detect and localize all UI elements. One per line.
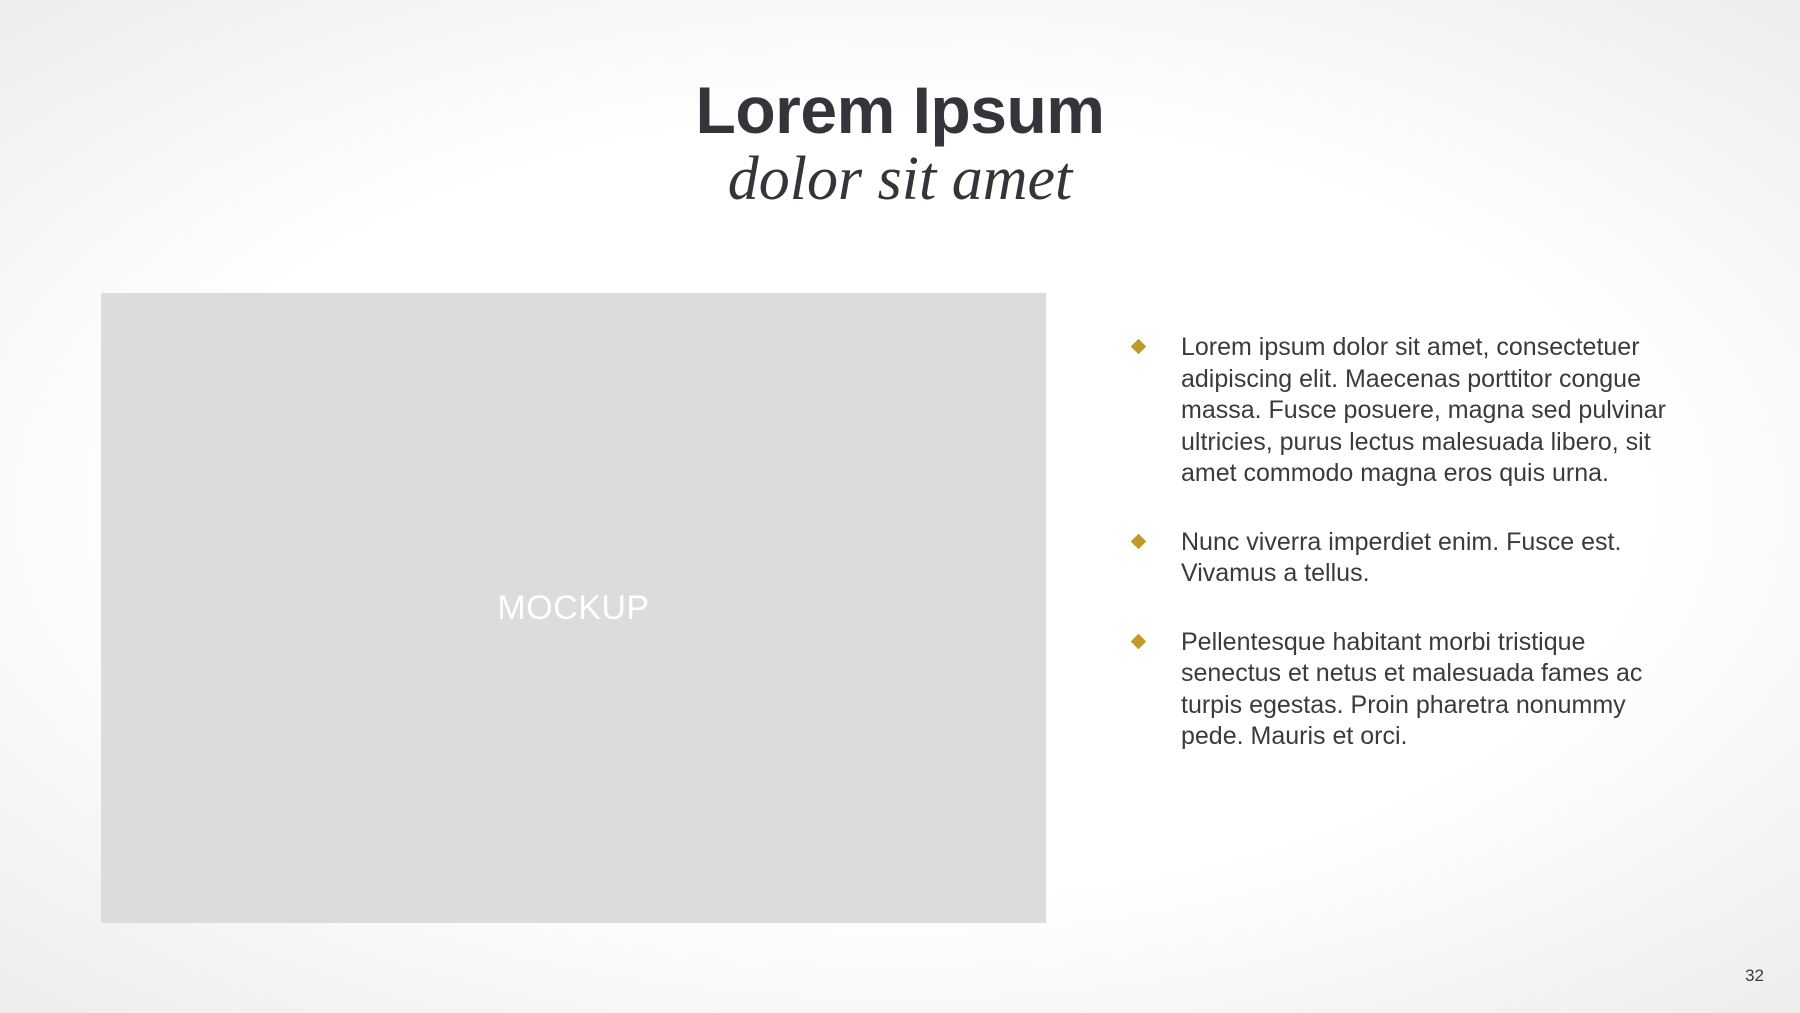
bullet-text: Pellentesque habitant morbi tristique senectus et netus et malesuada fames ac turpis egestas. Proin pharetra nonummy pede. Mauris et orci. bbox=[1181, 627, 1643, 750]
slide-title: Lorem Ipsum bbox=[695, 73, 1105, 147]
diamond-bullet-icon bbox=[1131, 633, 1147, 649]
bullet-item bbox=[1130, 527, 1690, 590]
title-block bbox=[0, 70, 1800, 214]
slide-subtitle: dolor sit amet bbox=[727, 145, 1073, 213]
mockup-image-placeholder bbox=[101, 293, 1046, 923]
bullet-text: Lorem ipsum dolor sit amet, consectetuer adipiscing elit. Maecenas porttitor congue massa. Fusce posuere, magna sed pulvinar ultricies, purus lectus malesuada libero, sit amet commodo magna eros quis urna. bbox=[1181, 333, 1666, 487]
mockup-label: MOCKUP bbox=[497, 588, 650, 627]
diamond-bullet-icon bbox=[1131, 339, 1147, 355]
page-number: 32 bbox=[1745, 966, 1764, 985]
bullet-item bbox=[1130, 332, 1690, 490]
bullet-text: Nunc viverra imperdiet enim. Fusce est. Vivamus a tellus. bbox=[1181, 527, 1622, 587]
diamond-bullet-icon bbox=[1131, 533, 1147, 549]
bullet-list bbox=[1130, 332, 1690, 790]
bullet-item bbox=[1130, 627, 1690, 753]
